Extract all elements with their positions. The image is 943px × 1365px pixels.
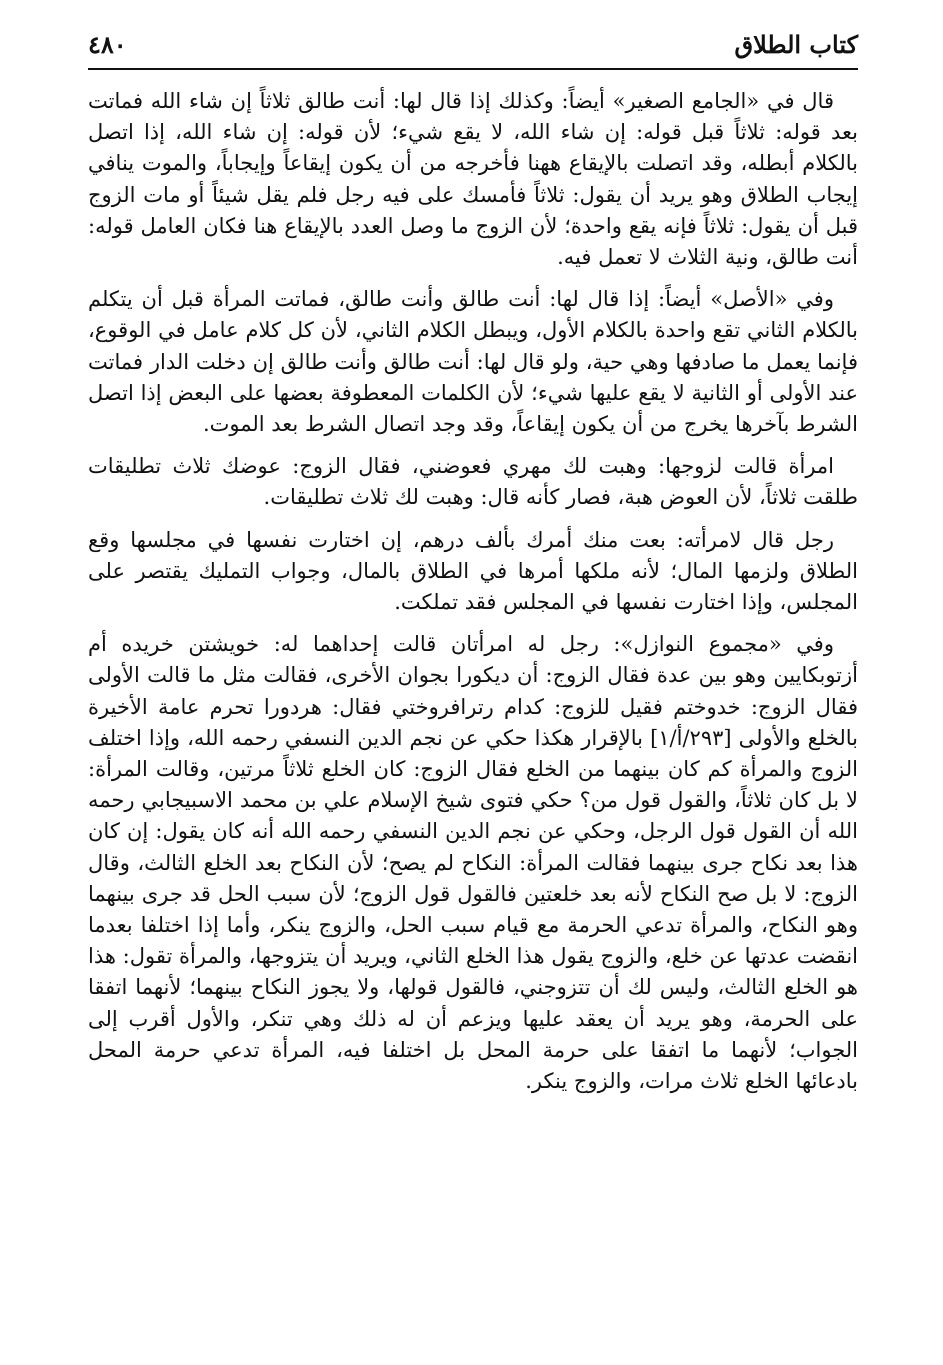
paragraph: وفي «الأصل» أيضاً: إذا قال لها: أنت طالق وأنت طالق، فماتت المرأة قبل أن يتكلم بالكلام الثاني تقع واحدة بالكلام الأول، ويبطل الكلام الثاني، لأن كل كلام عامل في الوقوع، فإنما يعمل ما صادفها وهي حية، ولو قال لها: أنت طالق وأنت طالق إن دخلت الدار فماتت عند الأولى أو الثانية لا يقع عليها شيء؛ لأن الكلمات المعطوفة بعضها على البعض إذا اتصل الشرط بآخرها يخرج من أن يكون إيقاعاً، وقد وجد اتصال الشرط بعد الموت. <box>88 287 858 437</box>
book-page <box>88 28 858 1108</box>
page-number: ٤٨٠ <box>88 30 127 59</box>
running-title: كتاب الطلاق <box>734 30 858 59</box>
paragraph: رجل قال لامرأته: بعت منك أمرك بألف درهم، إن اختارت نفسها في مجلسها وقع الطلاق ولزمها المال؛ لأنه ملكها أمرها في الطلاق بالمال، وجواب التمليك يقتصر على المجلس، وإذا اختارت نفسها في المجلس فقد تملكت. <box>88 527 858 615</box>
paragraph: قال في «الجامع الصغير» أيضاً: وكذلك إذا قال لها: أنت طالق ثلاثاً إن شاء الله فماتت بعد قوله: ثلاثاً قبل قوله: إن شاء الله، لا يقع شيء؛ لأن قوله: إن شاء الله، إذا اتصل بالكلام أبطله، وقد اتصلت بالإيقاع ههنا فأخرجه من أن يكون إيقاعاً وإيجاباً، والموت ينافي إيجاب الطلاق وهو يريد أن يقول: ثلاثاً فأمسك على فيه رجل فلم يقل شيئاً أو مات الزوج قبل أن يقول: ثلاثاً فإنه يقع واحدة؛ لأن الزوج ما وصل العدد بالإيقاع هنا فكان العامل قوله: أنت طالق، ونية الثلاث لا تعمل فيه. <box>88 89 858 270</box>
paragraph: وفي «مجموع النوازل»: رجل له امرأتان قالت إحداهما له: خويشتن خريده أم أزتوبكايين وهو بين عدة فقال الزوج: أن ديكورا بجوان الأخرى، فقالت مثل ما قالت الأولى فقال الزوج: خدوختم فقيل للزوج: كدام رترافروختي فقال: هردورا تحرم عامة الأخيرة بالخلع والأولى [٢٩٣/أ/١] بالإقرار هكذا حكي عن نجم الدين النسفي رحمه الله، وإذا اختلف الزوج والمرأة كم كان بينهما من الخلع فقال الزوج: كان الخلع ثلاثاً مرتين، وقالت المرأة: لا بل كان ثلاثاً، والقول قول من؟ حكي فتوى شيخ الإسلام علي بن محمد الاسبيجابي رحمه الله أن القول قول الرجل، وحكي عن نجم الدين النسفي رحمه الله أنه كان يقول: إن كان هذا بعد نكاح جرى بينهما فقالت المرأة: النكاح لم يصح؛ لأن النكاح بعد الخلع الثالث، وقال الزوج: لا بل صح النكاح لأنه بعد خلعتين فالقول قول الزوج؛ لأن سبب الحل قد جرى بينهما وهو النكاح، والمرأة تدعي الحرمة مع قيام سبب الحل، والزوج ينكر، وأما إذا اختلفا بعدما انقضت عدتها عن خلع، والزوج يقول هذا الخلع الثاني، ويريد أن يتزوجها، والمرأة تقول: هذا هو الخلع الثالث، وليس لك أن تتزوجني، فالقول قولها، ولا يجوز النكاح بينهما؛ لأنهما اتفقا على الحرمة، وهو يريد أن يعقد عليها ويزعم أن له ذلك وهي تنكر، والأول أقرب إلى الجواب؛ لأنهما ما اتفقا على حرمة المحل بل اختلفا فيه، المرأة تدعي حرمة المحل بادعائها الخلع ثلاث مرات، والزوج ينكر. <box>88 632 858 1094</box>
paragraph: امرأة قالت لزوجها: وهبت لك مهري فعوضني، فقال الزوج: عوضك ثلاث تطليقات طلقت ثلاثاً، لأن العوض هبة، فصار كأنه قال: وهبت لك ثلاث تطليقات. <box>88 454 858 510</box>
page-body <box>88 86 858 1097</box>
page-header <box>88 28 858 70</box>
